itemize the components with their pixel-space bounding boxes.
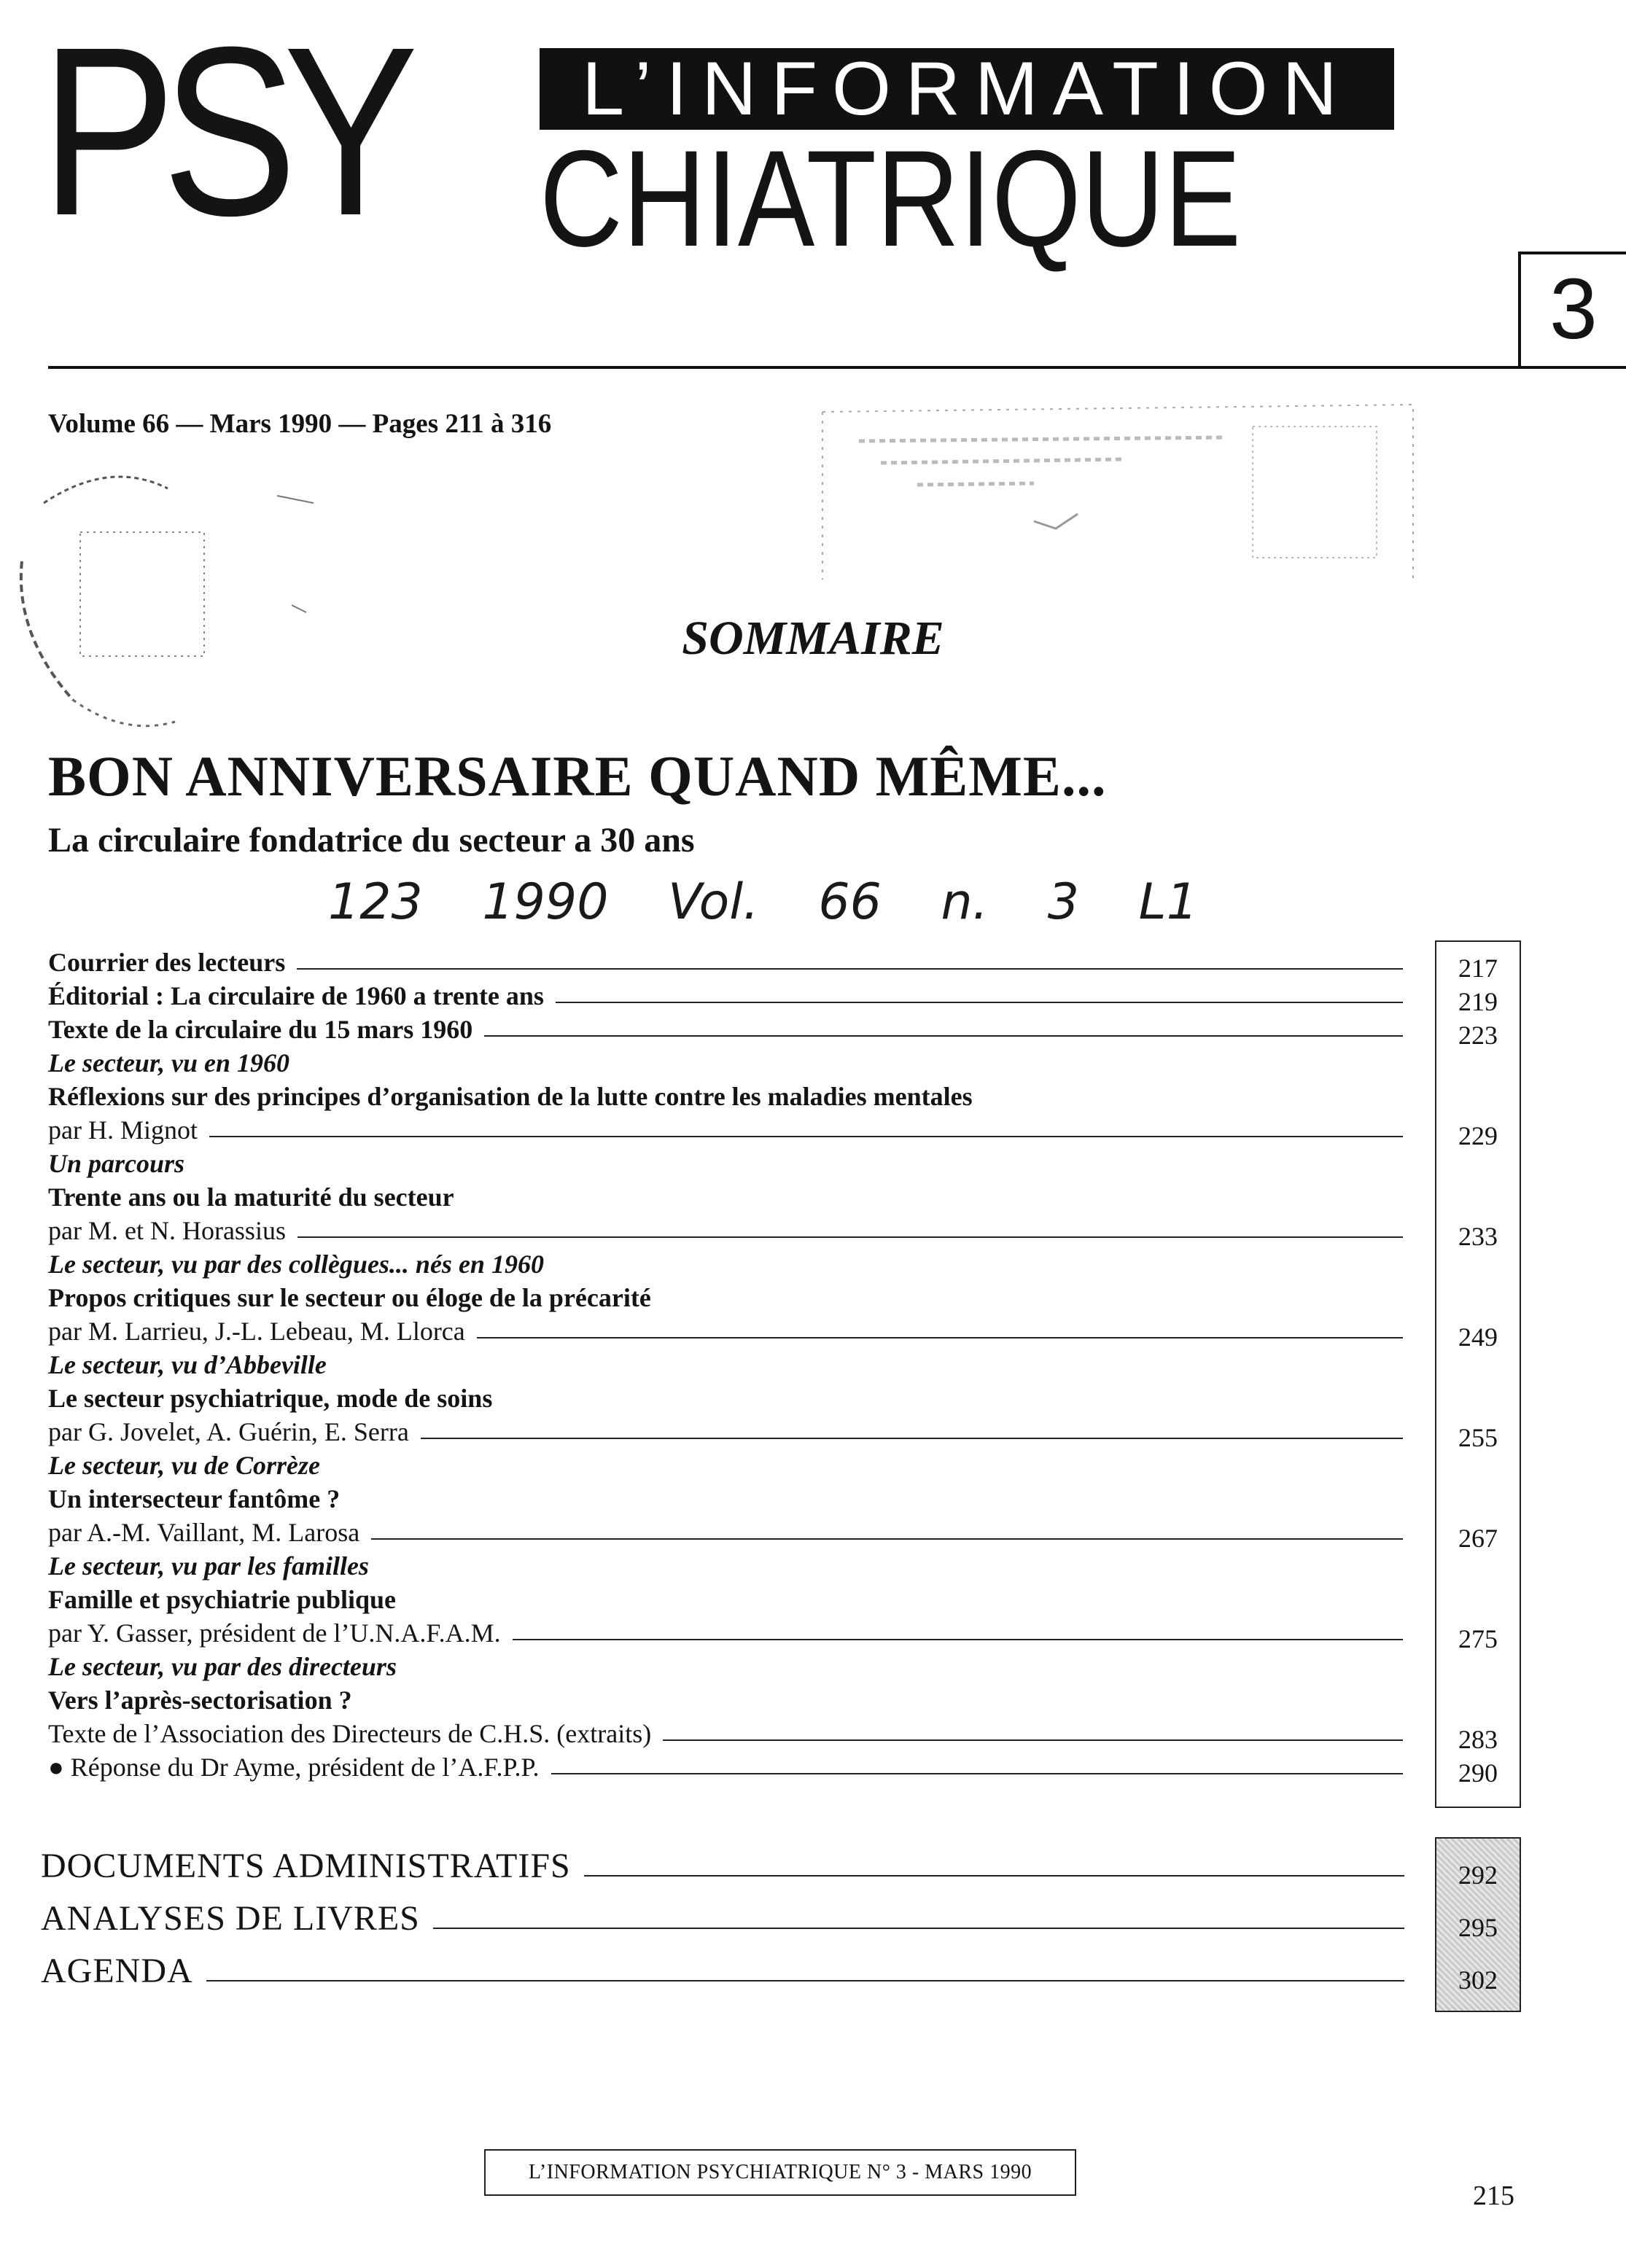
toc-entry: [48, 1617, 1403, 1649]
section-title: DOCUMENTS ADMINISTRATIFS: [41, 1847, 584, 1885]
section-entry: [41, 1897, 1404, 1941]
toc-entry-title: Le secteur, vu par des collègues... nés en 1960: [48, 1250, 556, 1279]
toc-entry-title: Texte de l’Association des Directeurs de C.H.S. (extraits): [48, 1719, 663, 1748]
toc-page-number: 233: [1458, 1222, 1498, 1251]
toc-entry: [48, 1718, 1403, 1750]
section-title: AGENDA: [41, 1952, 206, 1990]
toc-entry-title: par Y. Gasser, président de l’U.N.A.F.A.M.: [48, 1618, 513, 1648]
toc-page-number: 267: [1458, 1524, 1498, 1553]
section-page-number: 295: [1458, 1913, 1498, 1942]
main-title: BON ANNIVERSAIRE QUAND MÊME...: [48, 744, 1107, 808]
toc-entry: [48, 1751, 1403, 1783]
toc-page-number: 217: [1458, 954, 1498, 983]
toc-entry-title: Famille et psychiatrie publique: [48, 1585, 408, 1614]
toc-entry: [48, 1013, 1403, 1045]
toc-entry: [48, 1047, 1404, 1079]
toc-entry: [48, 980, 1403, 1012]
toc-page-number: 223: [1458, 1021, 1498, 1050]
toc-entry: [48, 1416, 1403, 1448]
toc-entry: [48, 1516, 1403, 1548]
handwritten-note: 123 1990 Vol. 66 n. 3 L1: [328, 873, 1198, 931]
toc-page-number: 255: [1458, 1423, 1498, 1452]
toc-entry-title: Un parcours: [48, 1149, 196, 1178]
toc-entry-title: Courrier des lecteurs: [48, 948, 297, 977]
toc-entry-title: Le secteur psychiatrique, mode de soins: [48, 1384, 504, 1413]
sommaire-heading: SOMMAIRE: [682, 612, 944, 665]
masthead-rule: [48, 366, 1626, 369]
toc-entry-title: Texte de la circulaire du 15 mars 1960: [48, 1015, 484, 1044]
toc-entry: [48, 1248, 1404, 1280]
toc-entry-title: Propos critiques sur le secteur ou éloge de la précarité: [48, 1283, 663, 1312]
toc-entry: [48, 946, 1403, 978]
toc-page-number: 249: [1458, 1322, 1498, 1352]
library-stamp-icon: [0, 437, 335, 744]
section-page-number: 292: [1458, 1860, 1498, 1890]
toc-entry-title: Le secteur, vu par des directeurs: [48, 1652, 408, 1681]
section-title: ANALYSES DE LIVRES: [41, 1899, 433, 1938]
toc-page-number: 290: [1458, 1758, 1498, 1788]
toc-entry-title: par M. et N. Horassius: [48, 1216, 297, 1245]
toc-entry: [48, 1114, 1403, 1146]
toc-entry: [48, 1382, 1404, 1414]
toc-entry: [48, 1215, 1403, 1247]
toc-entry: [48, 1315, 1403, 1347]
toc-leader-line: [48, 1136, 1403, 1137]
toc-entry: [48, 1147, 1404, 1180]
toc-page-number: 229: [1458, 1121, 1498, 1150]
toc-entry: [48, 1583, 1404, 1616]
section-page-number: 302: [1458, 1965, 1498, 1995]
toc-page-number: 275: [1458, 1624, 1498, 1653]
toc-entry: [48, 1483, 1404, 1515]
toc-entry-title: Un intersecteur fantôme ?: [48, 1484, 351, 1513]
volume-line: Volume 66 — Mars 1990 — Pages 211 à 316: [48, 409, 552, 439]
section-leader-line: [41, 1980, 1404, 1981]
toc-entry-title: ● Réponse du Dr Ayme, président de l’A.F.P.P.: [48, 1753, 551, 1782]
toc-entry: [48, 1449, 1404, 1481]
toc-entry: [48, 1550, 1404, 1582]
toc-entry-title: par H. Mignot: [48, 1115, 209, 1145]
toc-entry-title: Trente ans ou la maturité du secteur: [48, 1182, 466, 1212]
toc-entry-title: Vers l’après-sectorisation ?: [48, 1686, 364, 1715]
toc-entry-title: Le secteur, vu par les familles: [48, 1551, 381, 1581]
toc-entry-title: Le secteur, vu de Corrèze: [48, 1451, 332, 1480]
logo-psy: PSY: [41, 0, 405, 265]
postmark-icon: [815, 397, 1420, 587]
toc-page-number: 283: [1458, 1725, 1498, 1754]
logo-chiatrique: CHIATRIQUE: [540, 122, 1242, 275]
toc-entry-title: Le secteur, vu d’Abbeville: [48, 1350, 338, 1379]
toc-entry-title: Réflexions sur des principes d’organisation de la lutte contre les maladies mentales: [48, 1082, 984, 1111]
toc-entry-title: Le secteur, vu en 1960: [48, 1048, 301, 1078]
toc-entry-title: par G. Jovelet, A. Guérin, E. Serra: [48, 1417, 421, 1446]
toc-entry: [48, 1684, 1404, 1716]
main-subtitle: La circulaire fondatrice du secteur a 30 ans: [48, 821, 695, 860]
toc-entry-title: par A.-M. Vaillant, M. Larosa: [48, 1518, 371, 1547]
toc-entry: [48, 1349, 1404, 1381]
section-entry: [41, 1844, 1404, 1888]
footer-journal-label: L’INFORMATION PSYCHIATRIQUE N° 3 - MARS 1990: [484, 2149, 1076, 2196]
toc-entry: [48, 1282, 1404, 1314]
toc-entry: [48, 1181, 1404, 1213]
toc-entry-title: par M. Larrieu, J.-L. Lebeau, M. Llorca: [48, 1317, 477, 1346]
section-entry: [41, 1949, 1404, 1993]
toc-page-box: [1435, 940, 1521, 1808]
logo-information-banner: L’INFORMATION: [540, 48, 1394, 130]
issue-number-box: 3: [1518, 252, 1626, 368]
toc-entry: [48, 1651, 1404, 1683]
page-number: 215: [1473, 2181, 1514, 2211]
toc-entry: [48, 1080, 1404, 1112]
toc-page-number: 219: [1458, 987, 1498, 1016]
toc-entry-title: Éditorial : La circulaire de 1960 a trente ans: [48, 981, 556, 1010]
